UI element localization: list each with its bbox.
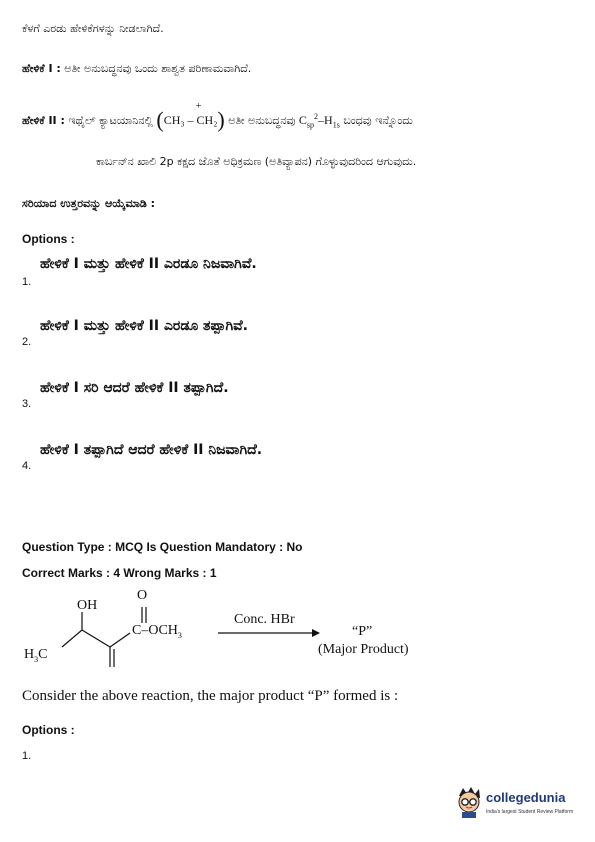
- option-3-text[interactable]: ಹೇಳಿಕೆ I ಸರಿ ಆದರೆ ಹೇಳಿಕೆ II ತಪ್ಪಾಗಿದೆ.: [40, 380, 229, 396]
- statement-2-text-c: ಬಂಧವು ಇನ್ನೊಂದು: [343, 114, 413, 127]
- collegedunia-logo: [453, 784, 583, 824]
- option-1-number: 1.: [22, 276, 32, 288]
- statement-1: [22, 62, 251, 76]
- options-label: Options :: [22, 232, 75, 246]
- reagent-label: Conc. HBr: [234, 612, 295, 627]
- ester-group: $C-OCH_3$: [132, 623, 182, 640]
- intro-text: ಕೆಳಗೆ ಎರಡು ಹೇಳಿಕೆಗಳನ್ನು ನೀಡಲಾಗಿದೆ.: [22, 22, 164, 35]
- carbonyl-oxygen: O: [137, 588, 148, 603]
- choose-instruction: ಸರಿಯಾದ ಉತ್ತರವನ್ನು ಆಯ್ಕೆಮಾಡಿ :: [22, 197, 156, 210]
- option-3-number: 3.: [22, 398, 32, 410]
- statement-1-text: ಅತೀ ಅನುಬದ್ಧನವು ಒಂದು ಶಾಶ್ವತ ಪರಿಣಾಮವಾಗಿದೆ.: [64, 62, 252, 75]
- statement-2-continued: ಕಾರ್ಬನ್‌ನ ಖಾಲಿ 2p ಕಕ್ಷದ ಜೊತೆ ಅಧಿಕ್ರಮಣ (ಅತಿವ್ಯಾಪನ) ಗೊಳ್ಳುವುದರಿಂದ ಆಗುವುದು.: [96, 155, 417, 168]
- option-2-number: 2.: [22, 336, 32, 348]
- options-label-2: Options :: [22, 723, 75, 737]
- statement-2-label: ಹೇಳಿಕೆ II :: [22, 114, 65, 127]
- option-4-text[interactable]: ಹೇಳಿಕೆ I ತಪ್ಪಾಗಿದೆ ಆದರೆ ಹೇಳಿಕೆ II ನಿಜವಾಗಿದೆ.: [40, 442, 263, 458]
- logo-wordmark: collegedunia: [486, 790, 566, 805]
- option-2-text[interactable]: ಹೇಳಿಕೆ I ಮತ್ತು ಹೇಳಿಕೆ II ಎರಡೂ ತಪ್ಪಾಗಿವೆ.: [40, 318, 248, 334]
- logo-tagline: India's largest Student Review Platform: [486, 809, 574, 815]
- question-type: Question Type : MCQ Is Question Mandatory : No: [22, 540, 303, 554]
- option-1-text[interactable]: ಹೇಳಿಕೆ I ಮತ್ತು ಹೇಳಿಕೆ II ಎರಡೂ ನಿಜವಾಗಿವೆ.: [40, 256, 257, 272]
- reaction-scheme: [22, 585, 442, 680]
- statement-1-label: ಹೇಳಿಕೆ I :: [22, 62, 61, 75]
- cation-charge: +: [195, 101, 202, 112]
- option-4-number: 4.: [22, 460, 32, 472]
- option-2-first-number: 1.: [22, 750, 32, 762]
- methyl-group: $H_3C$: [24, 647, 48, 664]
- ethyl-cation: CH₃ – CH₂ +: [163, 101, 218, 127]
- student-mascot-icon: [453, 784, 485, 818]
- sp2-1s-bond: $C_{sp}^2-H_{1s}$: [298, 112, 340, 130]
- marks-info: Correct Marks : 4 Wrong Marks : 1: [22, 566, 217, 580]
- product-label: “P”: [352, 624, 373, 639]
- statement-2-text-b: ಅತೀ ಅನುಬದ್ಧನವು: [228, 114, 296, 127]
- question-text: Consider the above reaction, the major product “P” formed is :: [22, 688, 399, 704]
- statement-2: ಹೇಳಿಕೆ II : ಇಥೈಲ್ ಕ್ಯಾಟಯಾನಿನಲ್ಲಿ (CH₃ – CH₂ + ) ಅತೀ ಅನುಬದ್ಧನವು $C_{sp}^2-H_{1s}$ ಬಂಧವು ಇನ್ನೊಂದು: [22, 101, 413, 132]
- oh-group: OH: [77, 598, 98, 613]
- statement-2-text-a: ಇಥೈಲ್ ಕ್ಯಾಟಯಾನಿನಲ್ಲಿ: [68, 114, 153, 127]
- product-note: (Major Product): [318, 642, 409, 657]
